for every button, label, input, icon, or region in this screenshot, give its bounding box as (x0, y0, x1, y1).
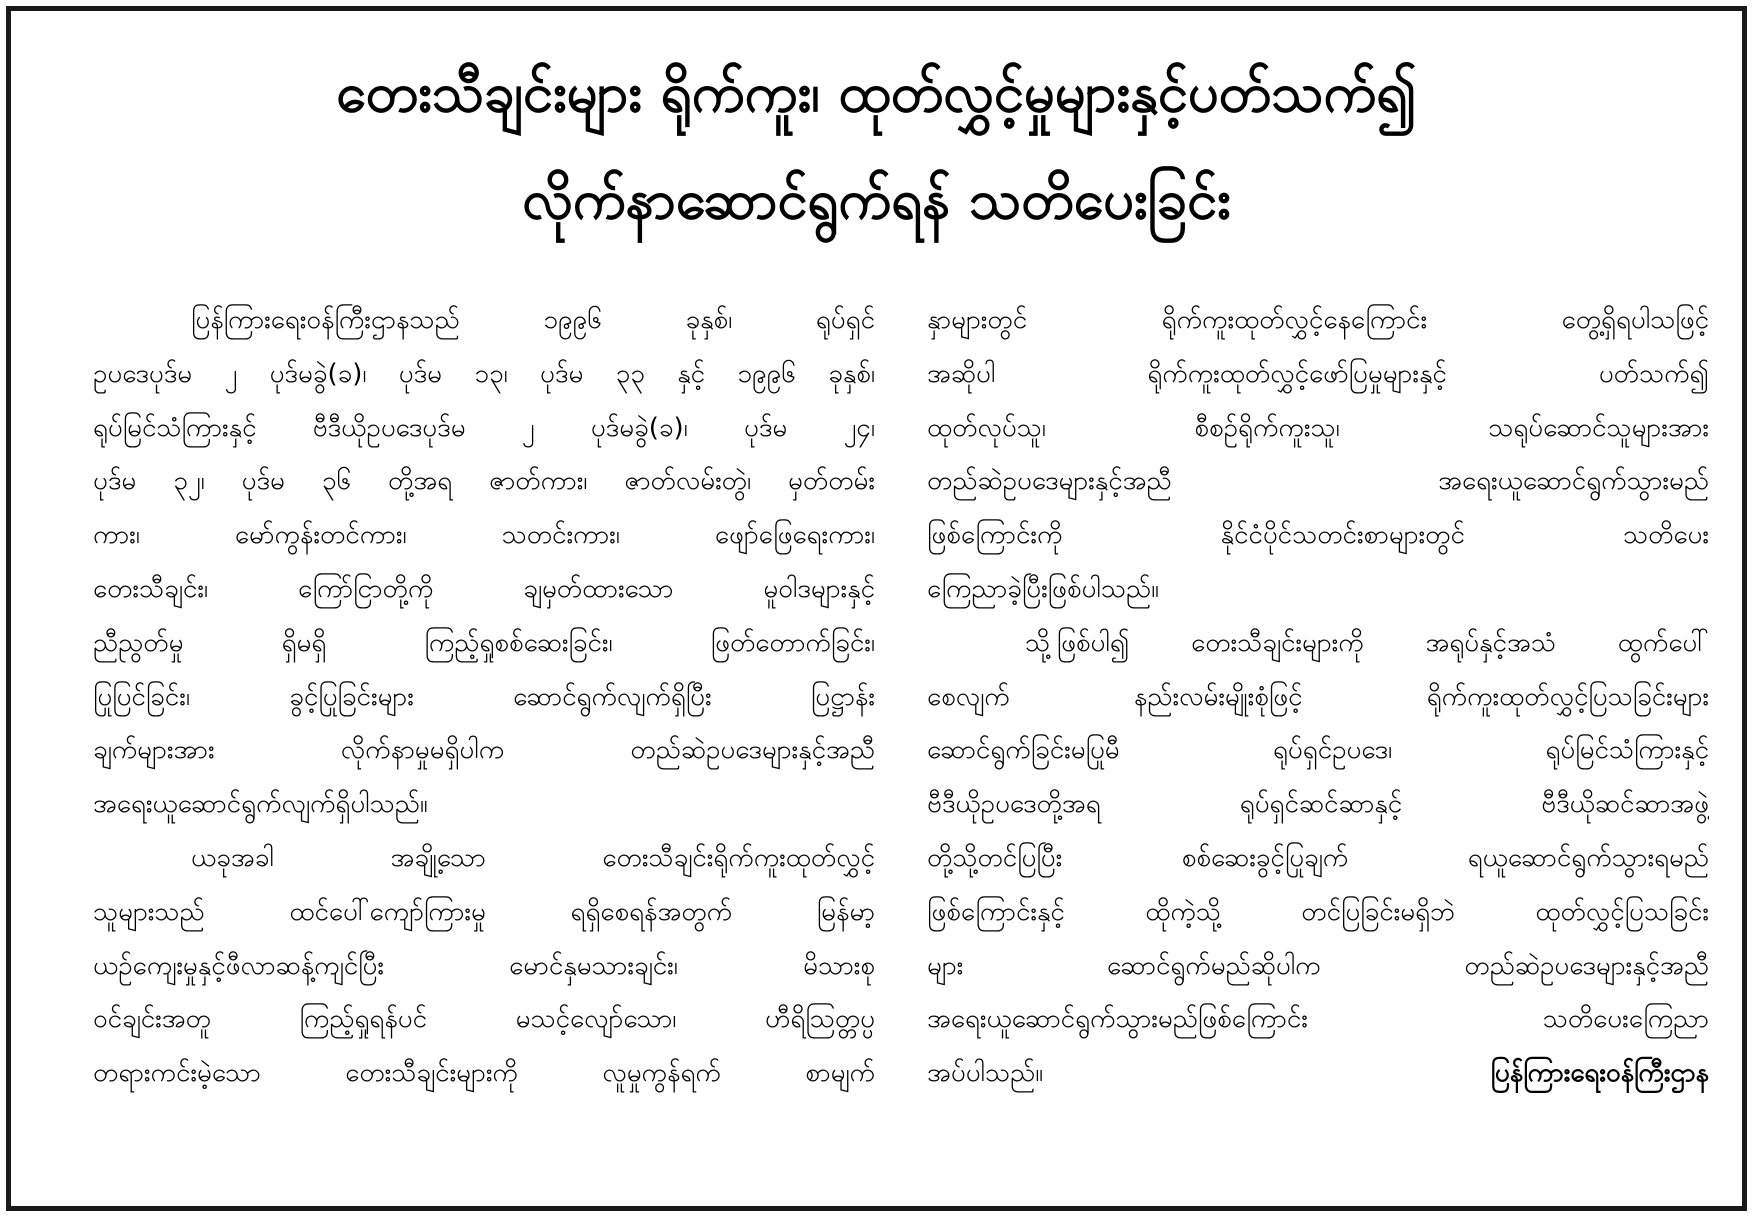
left-column (93, 294, 875, 1101)
text-line: ညီညွတ်မှု ရှိမရှိ ကြည့်ရှုစစ်ဆေးခြင်း၊ ဖြတ်တောက်ခြင်း၊ (93, 627, 875, 658)
closing-line (927, 1047, 1709, 1101)
text-line: ယခုအခါ အချို့သော တေးသီချင်းရိုက်ကူးထုတ်လွှင့် (191, 842, 875, 873)
text-line: ဗီဒီယိုဥပဒေတို့အရ ရုပ်ရှင်ဆင်ဆာနှင့် ဗီဒီယိုဆင်ဆာအဖွဲ့ (927, 789, 1709, 820)
text-line: ပြုပြင်ခြင်း၊ ခွင့်ပြုခြင်းများ ဆောင်ရွက်လျက်ရှိပြီး ပြဋ္ဌာန်း (93, 681, 875, 712)
text-line: ဥပဒေပုဒ်မ ၂ ပုဒ်မခွဲ(ခ)၊ ပုဒ်မ ၁၃၊ ပုဒ်မ ၃၃ နှင့် ၁၉၉၆ ခုနှစ်၊ (93, 358, 875, 389)
text-line: အဆိုပါ ရိုက်ကူးထုတ်လွှင့်ဖော်ပြမှုများနှင့် ပတ်သက်၍ (927, 358, 1709, 389)
text-line: ဆောင်ရွက်ခြင်းမပြုမီ ရုပ်ရှင်ဥပဒေ၊ ရုပ်မြင်သံကြားနှင့် (927, 735, 1709, 766)
closing-text: အပ်ပါသည်။ (927, 1058, 1044, 1089)
text-line: တရားကင်းမဲ့သော တေးသီချင်းများကို လူမှုကွန်ရက် စာမျက် (93, 1058, 875, 1089)
text-line: တေးသီချင်း၊ ကြော်ငြာတို့ကို ချမှတ်ထားသော မူဝါဒများနှင့် (93, 573, 875, 604)
issuer-signature: ပြန်ကြားရေးဝန်ကြီးဌာန (1490, 1058, 1709, 1089)
notice-title-line-2: လိုက်နာဆောင်ရွက်ရန် သတိပေးခြင်း (522, 168, 1231, 231)
right-column (927, 294, 1709, 1101)
text-line: ကား၊ မော်ကွန်းတင်ကား၊ သတင်းကား၊ ဖျော်ဖြေရေးကား၊ (93, 520, 875, 551)
text-line: ဖြစ်ကြောင်းနှင့် ထိုကဲ့သို့ တင်ပြခြင်းမရှိဘဲ ထုတ်လွှင့်ပြသခြင်း (927, 896, 1709, 927)
text-line: စေလျက် နည်းလမ်းမျိုးစုံဖြင့် ရိုက်ကူးထုတ်လွှင့်ပြသခြင်းများ (927, 681, 1709, 712)
text-line: နှာများတွင် ရိုက်ကူးထုတ်လွှင့်နေကြောင်း တွေ့ရှိရပါသဖြင့် (927, 305, 1709, 335)
text-line: ဖြစ်ကြောင်းကို နိုင်ငံပိုင်သတင်းစာများတွင် သတိပေး (927, 520, 1709, 551)
text-line: ထုတ်လုပ်သူ၊ စီစဉ်ရိုက်ကူးသူ၊ သရုပ်ဆောင်သူများအား (927, 412, 1709, 443)
text-line: အရေးယူဆောင်ရွက်သွားမည်ဖြစ်ကြောင်း သတိပေးကြေညာ (927, 1004, 1709, 1035)
text-line: ကြေညာခဲ့ပြီးဖြစ်ပါသည်။ (927, 573, 1159, 604)
text-line: သူများသည် ထင်ပေါ်ကျော်ကြားမှု ရရှိစေရန်အတွက် မြန်မာ့ (93, 896, 875, 927)
text-line: တည်ဆဲဥပဒေများနှင့်အညီ အရေးယူဆောင်ရွက်သွားမည် (927, 466, 1709, 497)
text-line: ချက်များအား လိုက်နာမှုမရှိပါက တည်ဆဲဥပဒေများနှင့်အညီ (93, 735, 875, 766)
text-line: ရုပ်မြင်သံကြားနှင့် ဗီဒီယိုဥပဒေပုဒ်မ ၂ ပုဒ်မခွဲ(ခ)၊ ပုဒ်မ ၂၄၊ (93, 412, 875, 443)
text-line: အရေးယူဆောင်ရွက်လျက်ရှိပါသည်။ (93, 789, 428, 820)
text-line: ယဉ်ကျေးမှုနှင့်ဖီလာဆန့်ကျင်ပြီး မောင်နှမသားချင်း၊ မိသားစု (93, 950, 875, 981)
text-line: တို့သို့တင်ပြပြီး စစ်ဆေးခွင့်ပြုချက် ရယူဆောင်ရွက်သွားရမည် (927, 842, 1709, 873)
text-line: များ ဆောင်ရွက်မည်ဆိုပါက တည်ဆဲဥပဒေများနှင့်အညီ (927, 950, 1709, 981)
text-line: ပုဒ်မ ၃၂၊ ပုဒ်မ ၃၆ တို့အရ ဇာတ်ကား၊ ဇာတ်လမ်းတွဲ၊ မှတ်တမ်း (93, 466, 875, 497)
text-line: သို့ဖြစ်ပါ၍ တေးသီချင်းများကို အရုပ်နှင့်အသံ ထွက်ပေါ် (1025, 627, 1709, 658)
notice-frame (6, 6, 1747, 1211)
text-line: ဝင်ချင်းအတူ ကြည့်ရှုရန်ပင် မသင့်လျော်သော၊ ဟီရိဩတ္တပ္ပ (93, 1004, 875, 1035)
notice-title-line-1: တေးသီချင်းများ ရိုက်ကူး၊ ထုတ်လွှင့်မှုများနှင့်ပတ်သက်၍ (336, 61, 1417, 124)
text-line: ပြန်ကြားရေးဝန်ကြီးဌာနသည် ၁၉၉၆ ခုနှစ်၊ ရုပ်ရှင် (191, 305, 875, 335)
